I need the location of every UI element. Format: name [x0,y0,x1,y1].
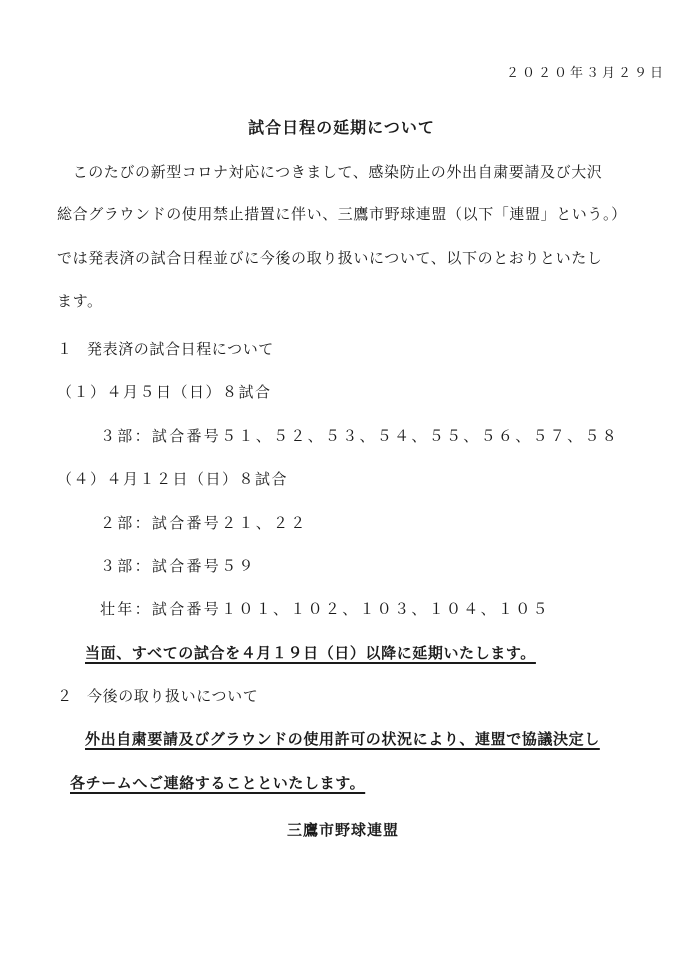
schedule-item-2-detail-2: ３部：試合番号５９ [100,557,256,575]
section-2-title: 今後の取り扱いについて [87,687,259,705]
schedule-item-1-detail-1: ３部：試合番号５１、５２、５３、５４、５５、５６、５７、５８ [100,427,620,445]
section-2-body-line-2: 各チームへご連絡することといたします。 [70,774,366,792]
postponement-notice: 当面、すべての試合を４月１９日（日）以降に延期いたします。 [85,644,536,662]
section-2-number: ２ [57,687,73,705]
schedule-item-2-detail-3: 壮年：試合番号１０１、１０２、１０３、１０４、１０５ [100,600,550,618]
intro-line-2: 総合グラウンドの使用禁止措置に伴い、三鷹市野球連盟（以下「連盟」という。） [57,205,627,223]
intro-line-1: このたびの新型コロナ対応につきまして、感染防止の外出自粛要請及び大沢 [57,163,603,181]
schedule-item-1-label: （１）４月５日（日）８試合 [57,383,272,401]
signature: 三鷹市野球連盟 [287,821,400,839]
document-title: 試合日程の延期について [248,118,435,137]
schedule-item-2-detail-1: ２部：試合番号２１、２２ [100,514,308,532]
section-1-title: 発表済の試合日程について [87,340,274,358]
section-2-body-line-1: 外出自粛要請及びグラウンドの使用許可の状況により、連盟で協議決定し [85,730,600,748]
schedule-item-2-label: （４）４月１２日（日）８試合 [57,470,289,488]
section-1-number: １ [57,340,73,358]
section-2-heading [57,686,258,706]
intro-line-4: ます。 [57,292,103,310]
section-1-heading [57,339,274,359]
intro-line-3: では発表済の試合日程並びに今後の取り扱いについて、以下のとおりといたし [57,249,603,267]
document-date: ２０２０年３月２９日 [506,66,667,81]
